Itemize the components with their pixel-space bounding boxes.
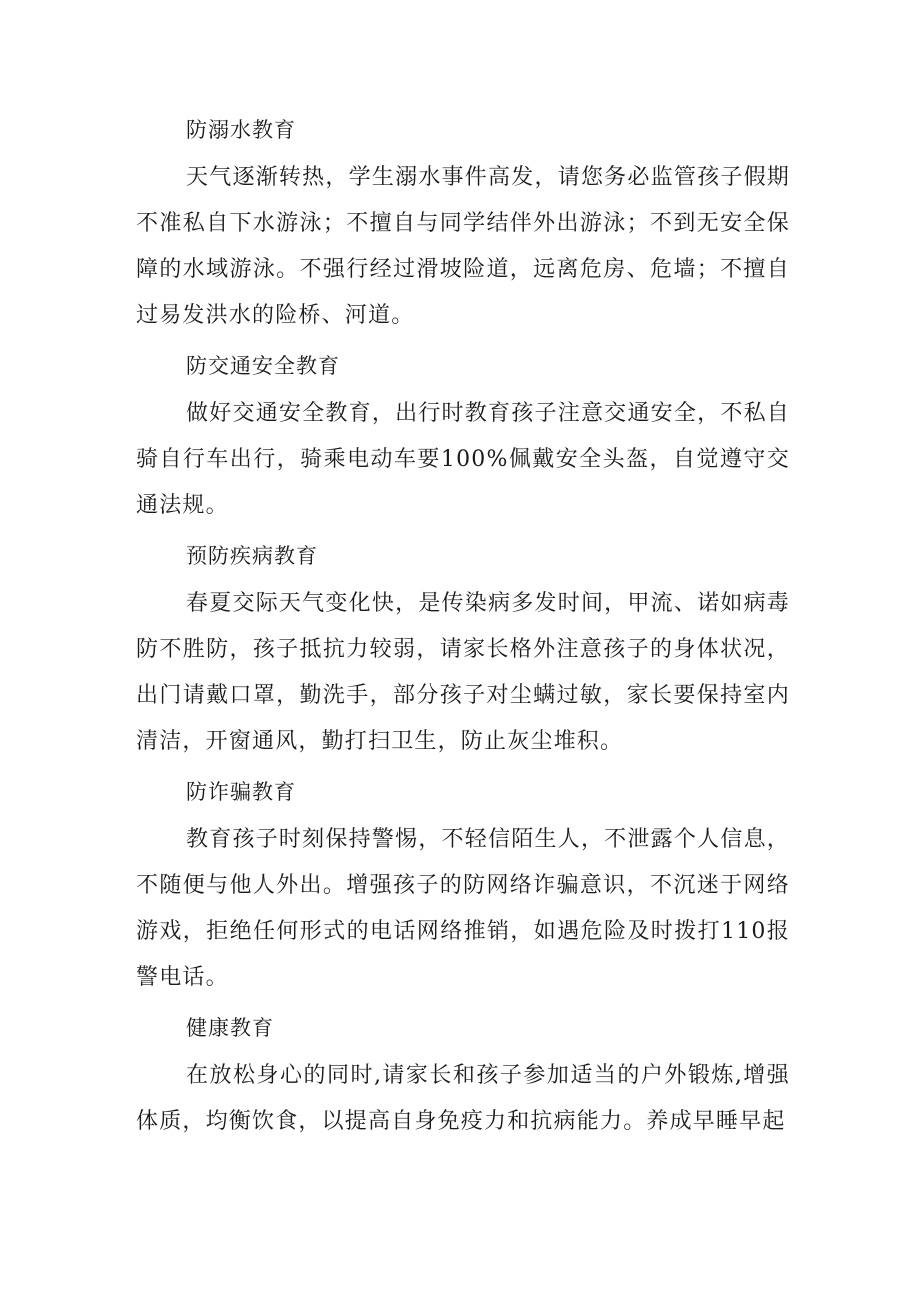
- section-body-health: 在放松身心的同时,请家长和孩子参加适当的户外锻炼,增强体质，均衡饮食，以提高自身免疫力和抗病能力。养成早睡早起: [136, 1063, 790, 1134]
- section-body-disease: 春夏交际天气变化快，是传染病多发时间，甲流、诺如病毒防不胜防，孩子抵抗力较弱，请家长格外注意孩子的身体状况，出门请戴口罩，勤洗手，部分孩子对尘螨过敏，家长要保持室内清洁，开窗通风，勤打扫卫生，防止灰尘堆积。: [136, 591, 790, 754]
- section-body-fraud: 教育孩子时刻保持警惕，不轻信陌生人，不泄露个人信息，不随便与他人外出。增强孩子的防网络诈骗意识，不沉迷于网络游戏，拒绝任何形式的电话网络推销，如遇危险及时拨打110报警电话。: [136, 827, 790, 990]
- section-body-drowning: 天气逐渐转热，学生溺水事件高发，请您务必监管孩子假期不准私自下水游泳；不擅自与同学结伴外出游泳；不到无安全保障的水域游泳。不强行经过滑坡险道，远离危房、危墙；不擅自过易发洪水的险桥、河道。: [136, 165, 790, 328]
- section-body-traffic: 做好交通安全教育，出行时教育孩子注意交通安全，不私自骑自行车出行，骑乘电动车要100%佩戴安全头盔，自觉遵守交通法规。: [136, 401, 790, 518]
- section-heading-fraud: 防诈骗教育: [186, 780, 296, 804]
- section-heading-health: 健康教育: [186, 1016, 274, 1040]
- section-heading-drowning: 防溺水教育: [186, 118, 296, 142]
- document-body: [136, 109, 790, 1145]
- section-heading-traffic: 防交通安全教育: [186, 354, 340, 378]
- section-heading-disease: 预防疾病教育: [186, 544, 318, 568]
